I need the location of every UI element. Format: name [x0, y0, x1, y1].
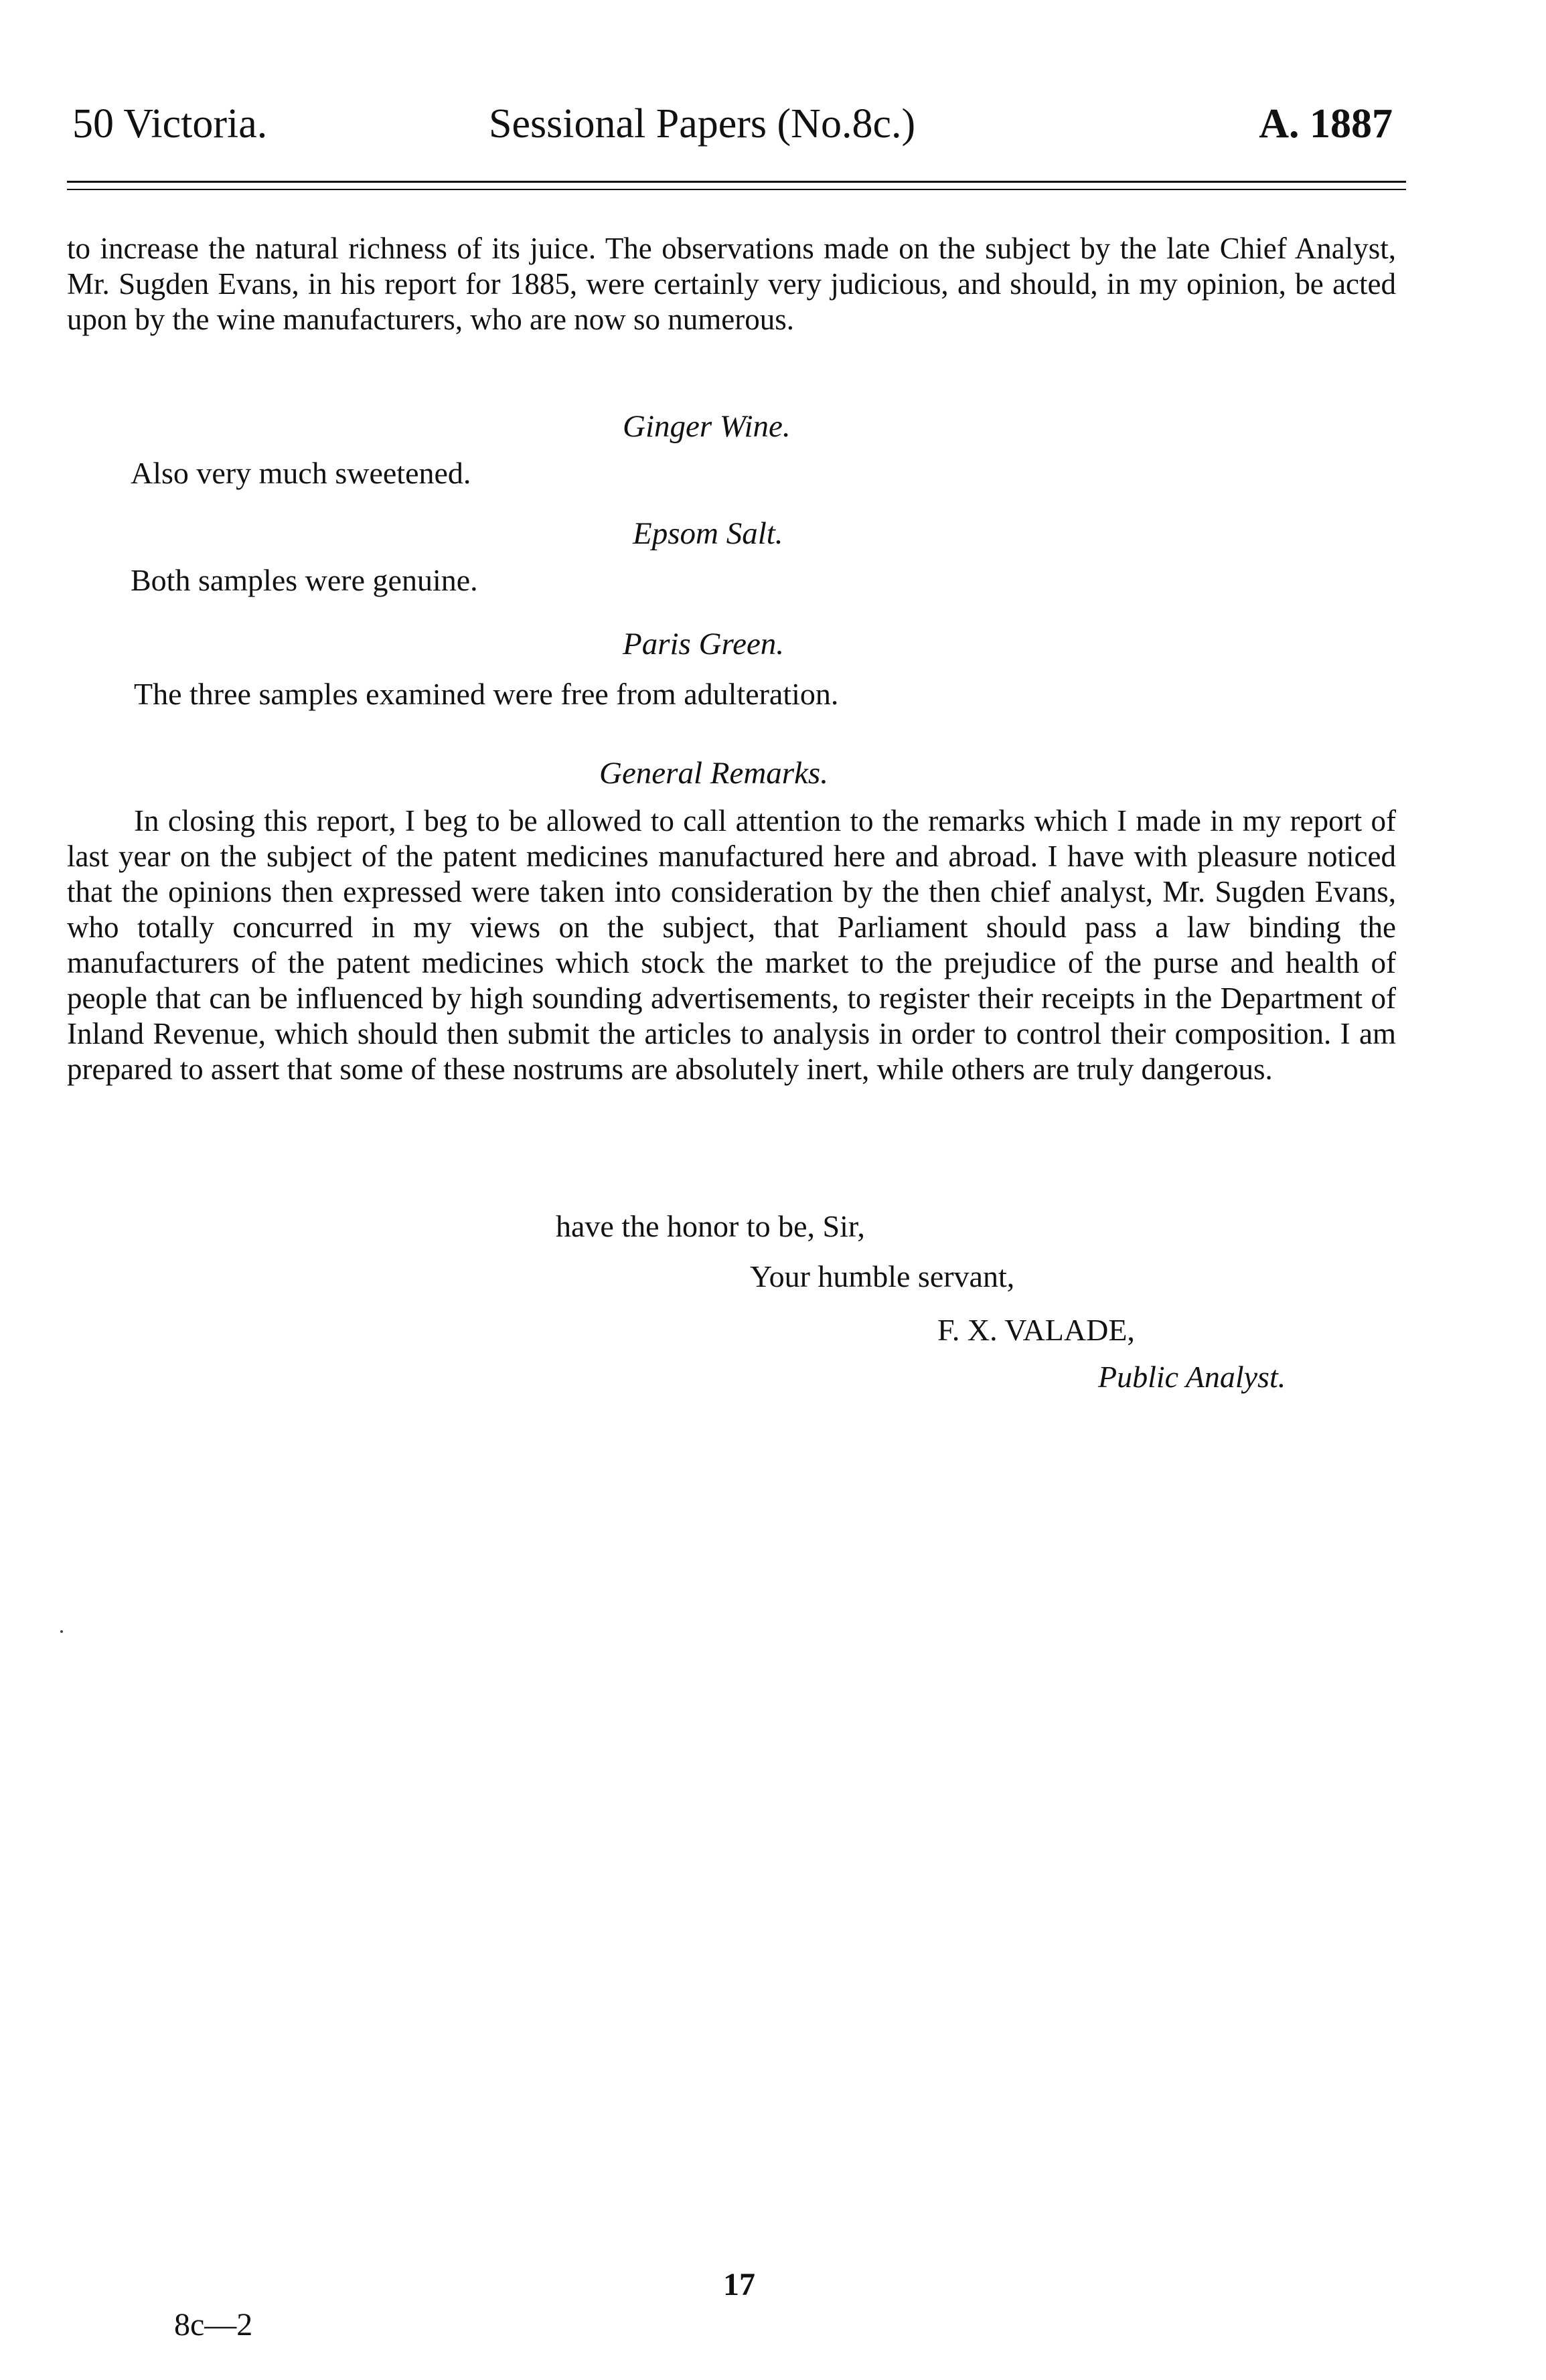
signature-mark: 8c—2: [174, 2307, 253, 2343]
general-remarks-paragraph: In closing this report, I beg to be allowed to call attention to the remarks which I made in my report of last year on the subject of the patent medicines manufactured here and abroad. I have with pleasure noticed that the opinions then expressed were taken into consideration by the then chief analyst, Mr. Sugden Evans, who totally concurred in my views on the subject, that Parliament should pass a law binding the manufacturers of the patent medicines which stock the market to the prejudice of the purse and health of people that can be influenced by high sounding advertisements, to register their receipts in the Department of Inland Revenue, which should then submit the articles to analysis in order to control their composition. I am prepared to assert that some of these nostrums are absolutely inert, while others are truly dangerous.: [67, 804, 1396, 1086]
closing-salutation: have the honor to be, Sir,: [556, 1209, 865, 1243]
page-header: [67, 100, 1393, 154]
intro-paragraph: to increase the natural richness of its juice. The observations made on the subject by the late Chief Analyst, Mr. Sugden Evans, in his report for 1885, were certainly very judicious, and should, in my opinion, be acted upon by the wine manufacturers, who are now so numerous.: [67, 232, 1396, 336]
signature-title: Public Analyst.: [1098, 1360, 1286, 1394]
section-text-epsom-salt: Both samples were genuine.: [131, 563, 478, 597]
section-heading-ginger-wine: Ginger Wine.: [623, 409, 791, 444]
header-session: 50 Victoria.: [72, 101, 268, 147]
header-year: A. 1887: [1259, 101, 1393, 147]
header-sessional-papers: Sessional Papers (No.8c.): [489, 101, 916, 147]
section-text-paris-green: The three samples examined were free from adulteration.: [134, 677, 839, 711]
header-rule-thin: [67, 189, 1406, 190]
section-heading-general-remarks: General Remarks.: [599, 756, 828, 791]
page-number: 17: [723, 2267, 755, 2302]
header-rule-thick: [67, 181, 1406, 183]
section-heading-paris-green: Paris Green.: [623, 627, 785, 661]
section-text-ginger-wine: Also very much sweetened.: [131, 456, 471, 490]
print-speck: [60, 1630, 63, 1633]
section-heading-epsom-salt: Epsom Salt.: [633, 516, 783, 551]
signature-name: F. X. VALADE,: [937, 1313, 1135, 1347]
closing-servant: Your humble servant,: [750, 1259, 1015, 1293]
